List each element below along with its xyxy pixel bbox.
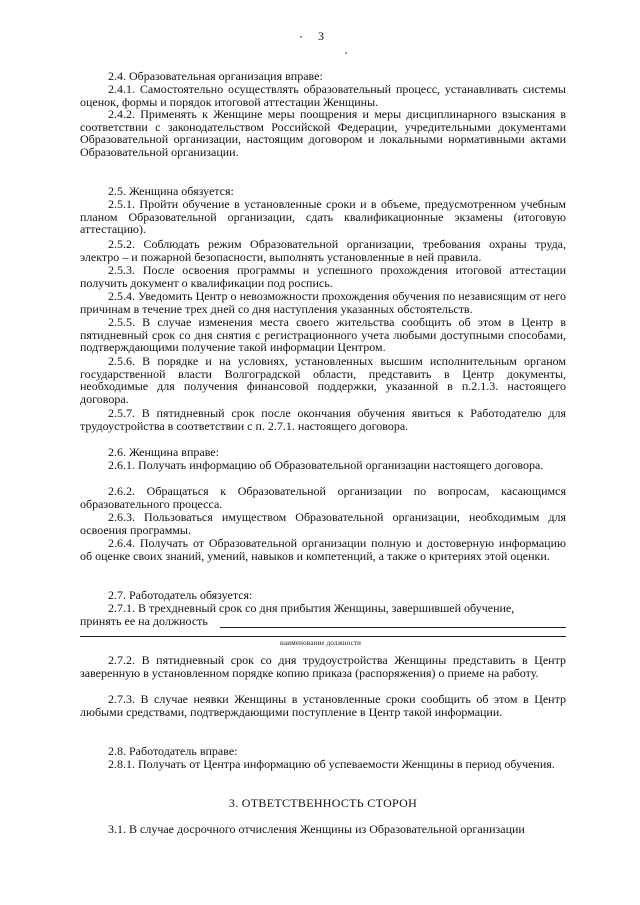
clause-2-7-1-cont: принять ее на должность xyxy=(80,614,208,628)
clause-2-6-2: 2.6.2. Обращаться к Образовательной организации по вопросам, касающимся образовательного процесса. xyxy=(80,484,566,511)
clause-2-5-5: 2.5.5. В случае изменения места своего жительства сообщить об этом в Центр в пятидневный срок со дня снятия с регистрационного учета любыми доступными способами, подтверждающими получение такой информации Центром. xyxy=(80,315,566,355)
clause-2-7-2: 2.7.2. В пятидневный срок со дня трудоустройства Женщины представить в Центр заверенную в установленном порядке копию приказа (распоряжения) о приеме на работу. xyxy=(80,653,566,680)
clause-2-5-4: 2.5.4. Уведомить Центр о невозможности прохождения обучения по независящим от него причинам в течение трех дней со дня наступления указанных обстоятельств. xyxy=(80,289,566,316)
section-3-title: 3. ОТВЕТСТВЕННОСТЬ СТОРОН xyxy=(228,796,418,810)
clause-2-6: 2.6. Женщина вправе: xyxy=(108,445,219,459)
clause-2-8-1: 2.8.1. Получать от Центра информацию об успеваемости Женщины в период обучения. xyxy=(108,757,555,771)
clause-2-5-1: 2.5.1. Пройти обучение в установленные сроки и в объеме, предусмотренном учебным планом Образовательной организации, сдать квалификационные экзамены (итоговую аттестацию). xyxy=(80,197,566,237)
position-fill-line xyxy=(220,627,566,628)
clause-2-5-2: 2.5.2. Соблюдать режим Образовательной организации, требования охраны труда, электро – и пожарной безопасности, выполнять установленные в ней правила. xyxy=(80,237,566,264)
clause-2-7-3: 2.7.3. В случае неявки Женщины в установленные сроки сообщить об этом в Центр любыми средствами, подтверждающими поступление в Центр такой информации. xyxy=(80,692,566,719)
clause-2-5-6: 2.5.6. В порядке и на условиях, установленных высшим исполнительным органом государственной власти Волгоградской области, представить в Центр документы, необходимые для получения финансовой поддержки, указанной в п.2.1.3. настоящего договора. xyxy=(80,354,566,406)
clause-2-5-3: 2.5.3. После освоения программы и успешного прохождения итоговой аттестации получить документ о квалификации под роспись. xyxy=(80,263,566,290)
clause-2-4-1: 2.4.1. Самостоятельно осуществлять образовательный процесс, устанавливать системы оценок, формы и порядок итоговой аттестации Женщины. xyxy=(80,82,566,109)
clause-2-6-4: 2.6.4. Получать от Образовательной организации полную и достоверную информацию об оценке своих знаний, умений, навыков и компетенций, а также о критериях этой оценки. xyxy=(80,536,566,563)
position-caption: наименование должности xyxy=(280,639,362,647)
page-number: 3 xyxy=(318,29,324,43)
clause-2-5: 2.5. Женщина обязуется: xyxy=(108,184,234,198)
clause-2-7: 2.7. Работодатель обязуется: xyxy=(108,588,253,602)
clause-2-7-1: 2.7.1. В трехдневный срок со дня прибытия Женщины, завершившей обучение, xyxy=(108,601,515,615)
clause-2-6-1: 2.6.1. Получать информацию об Образовательной организации настоящего договора. xyxy=(108,458,544,472)
clause-2-6-3: 2.6.3. Пользоваться имуществом Образовательной организации, необходимым для освоения программы. xyxy=(80,510,566,537)
clause-2-5-7: 2.5.7. В пятидневный срок после окончания обучения явиться к Работодателю для трудоустройства в соответствии с п. 2.7.1. настоящего договора. xyxy=(80,406,566,433)
clause-2-8: 2.8. Работодатель вправе: xyxy=(108,744,238,758)
clause-2-4-2: 2.4.2. Применять к Женщине меры поощрения и меры дисциплинарного взыскания в соответствии с законодательством Российской Федерации, учредительными документами Образовательной организации, настоящим договором и локальными нормативными актами Образовательной организации. xyxy=(80,107,566,159)
scan-speck xyxy=(345,52,347,54)
clause-2-4: 2.4. Образовательная организация вправе: xyxy=(108,69,323,83)
clause-3-1: 3.1. В случае досрочного отчисления Женщины из Образовательной организации xyxy=(108,822,525,836)
scan-speck xyxy=(300,36,302,38)
